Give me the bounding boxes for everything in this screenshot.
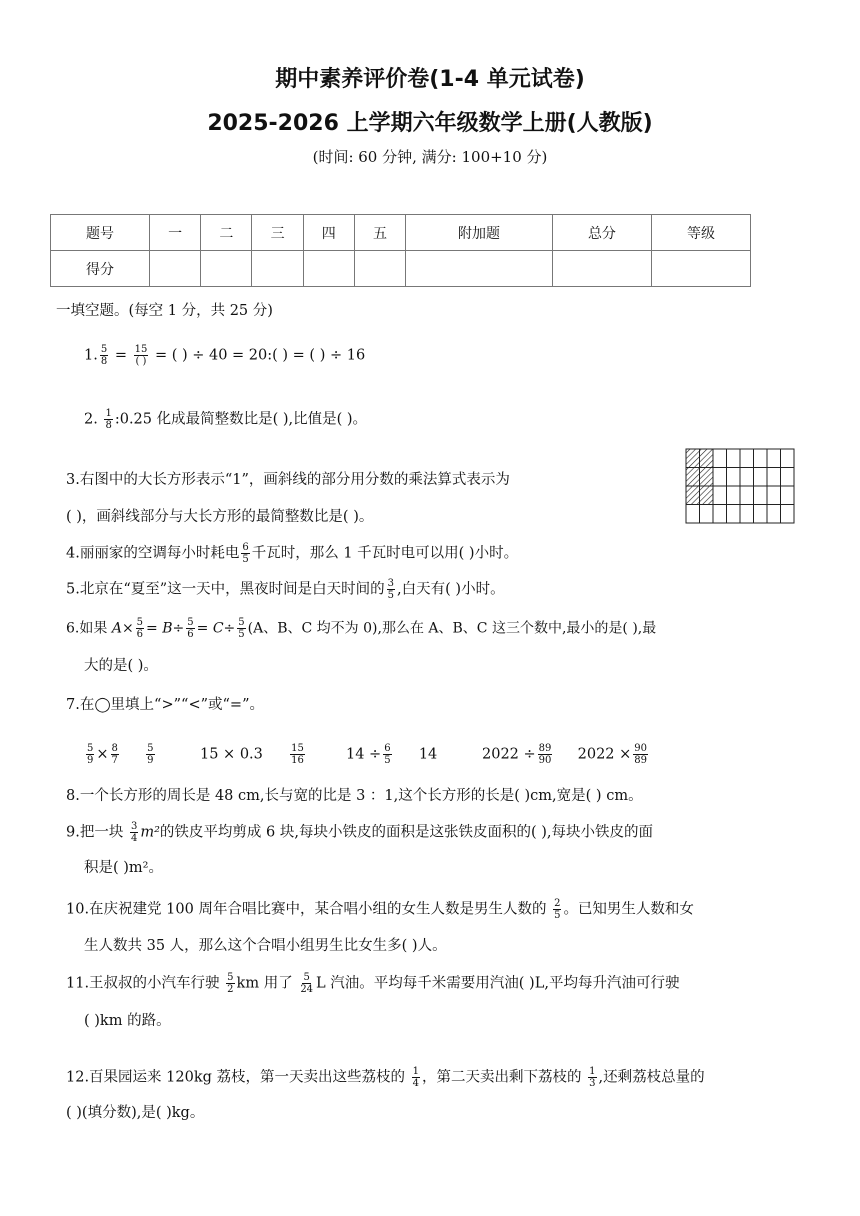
rectangle-grid-figure — [685, 448, 797, 526]
grid-cell — [754, 468, 768, 487]
grid-cell — [767, 486, 781, 505]
grid-cell — [781, 468, 795, 487]
q11-text-pre: 11.王叔叔的小汽车行驶 — [66, 975, 220, 992]
grid-cell — [754, 505, 768, 524]
header-cell: 总分 — [552, 215, 651, 251]
denominator: 4 — [412, 1078, 420, 1089]
q9-unit: m² — [140, 824, 160, 841]
exam-title: 期中素养评价卷(1-4 单元试卷) — [275, 67, 585, 92]
denominator: 7 — [111, 755, 118, 766]
numerator: 1 — [412, 1066, 420, 1077]
numerator: 5 — [303, 972, 310, 983]
hatched-cell — [700, 486, 714, 505]
q10-text-pre: 10.在庆祝建党 100 周年合唱比赛中，某合唱小组的女生人数是男生人数的 — [66, 901, 547, 918]
var-a: A — [111, 620, 122, 637]
question-8: 8.一个长方形的周长是 48 cm,长与宽的比是 3 ：1,这个长方形的长是( )cm,宽是( ) cm。 — [66, 788, 643, 804]
denominator: 6 — [136, 629, 144, 640]
grid-cell — [727, 449, 741, 468]
q7-left-expression: 14 ÷ — [346, 746, 382, 763]
question-6-line-2: 大的是( )。 — [84, 658, 158, 674]
grid-cell — [713, 449, 727, 468]
q7-compare-1 — [84, 743, 157, 766]
question-11-line-2: ( )km 的路。 — [84, 1013, 171, 1029]
header-cell: 一 — [150, 215, 201, 251]
numerator: 5 — [100, 344, 108, 355]
question-12 — [66, 1066, 705, 1089]
q6-text-post: (A、B、C 均不为 0),那么在 A、B、C 这三个数中,最小的是( ),最 — [247, 620, 657, 637]
q7-left-expression: 15 × 0.3 — [200, 746, 263, 763]
grid-cell — [727, 486, 741, 505]
score-table-score-row — [51, 251, 751, 287]
header-cell: 附加题 — [406, 215, 553, 251]
grid-cell — [767, 468, 781, 487]
denominator: 5 — [238, 629, 245, 640]
question-5 — [66, 578, 505, 601]
denominator: 5 — [384, 755, 391, 766]
grid-cell — [767, 449, 781, 468]
numerator: 3 — [387, 578, 395, 589]
score-input-cell[interactable] — [651, 251, 750, 287]
op-equals: = — [196, 620, 209, 637]
numerator: 3 — [130, 821, 138, 832]
header-cell: 二 — [201, 215, 252, 251]
q9-text-pre: 9.把一块 — [66, 824, 124, 841]
denominator: 5 — [387, 590, 395, 601]
q1-fraction-1 — [100, 344, 108, 367]
hatched-cell — [700, 468, 714, 487]
q5-fraction — [387, 578, 395, 601]
question-3-line-2: ( )，画斜线部分与大长方形的最简整数比是( )。 — [66, 509, 374, 525]
denominator: 90 — [538, 755, 552, 766]
hatched-cell — [686, 468, 700, 487]
numerator: 5 — [238, 617, 245, 628]
question-6 — [66, 617, 656, 640]
grid-cell — [727, 468, 741, 487]
q9-text-post: 的铁皮平均剪成 6 块,每块小铁皮的面积是这张铁皮面积的( ),每块小铁皮的面 — [159, 824, 653, 841]
q7-left-expression: 2022 ÷ — [482, 746, 536, 763]
grid-cell — [713, 468, 727, 487]
score-input-cell[interactable] — [303, 251, 354, 287]
q11-text-mid: km 用了 — [236, 975, 293, 992]
q4-text-pre: 4.丽丽家的空调每小时耗电 — [66, 545, 240, 562]
grid-cell — [740, 505, 754, 524]
op-equals: = — [146, 620, 158, 637]
grid-cell — [740, 468, 754, 487]
q6-fraction-1 — [136, 617, 144, 640]
denominator: 9 — [147, 755, 154, 766]
denominator: 8 — [100, 356, 108, 367]
q1-equals: = — [114, 347, 127, 364]
q6-fraction-3 — [237, 617, 245, 640]
q6-text-pre: 6.如果 — [66, 620, 108, 637]
q2-fraction — [104, 408, 112, 431]
denominator: 9 — [87, 755, 94, 766]
denominator: 16 — [291, 755, 304, 766]
numerator: 6 — [242, 542, 249, 553]
var-c: C — [212, 620, 224, 637]
op-times: × — [121, 620, 134, 637]
question-12-line-2: ( )(填分数),是( )kg。 — [66, 1105, 205, 1121]
numerator: 5 — [87, 743, 94, 754]
score-input-cell[interactable] — [201, 251, 252, 287]
question-2 — [84, 408, 367, 431]
grid-cell — [767, 505, 781, 524]
score-row-label: 得分 — [51, 251, 150, 287]
q7-compare-4 — [482, 743, 650, 766]
denominator: 89 — [634, 755, 648, 766]
denominator: 24 — [300, 984, 314, 995]
grid-cell — [727, 505, 741, 524]
grid-cell — [754, 449, 768, 468]
header-cell: 四 — [303, 215, 354, 251]
numerator: 90 — [634, 743, 648, 754]
op-divide: ÷ — [223, 620, 236, 637]
question-10 — [66, 898, 694, 921]
grid-cell — [686, 505, 700, 524]
score-input-cell[interactable] — [150, 251, 201, 287]
grid-cell — [781, 486, 795, 505]
grid-cell — [713, 486, 727, 505]
numerator: 5 — [136, 617, 144, 628]
grid-cell — [740, 449, 754, 468]
q4-text-post: 千瓦时，那么 1 千瓦时电可以用( )小时。 — [251, 545, 519, 562]
q7-compare-2 — [200, 743, 307, 766]
score-input-cell[interactable] — [406, 251, 553, 287]
q1-fraction-2 — [134, 344, 149, 367]
q7-right-expression: 2022 × — [577, 746, 632, 763]
denominator: 5 — [242, 554, 249, 565]
question-7: 7.在◯里填上“>”“<”或“=”。 — [66, 697, 264, 713]
question-3-line-1: 3.右图中的大长方形表示“1”，画斜线的部分用分数的乘法算式表示为 — [66, 472, 510, 488]
exam-time-score: (时间: 60 分钟, 满分: 100+10 分) — [312, 148, 548, 166]
header-cell: 等级 — [651, 215, 750, 251]
q12-text-mid: ，第二天卖出剩下荔枝的 — [422, 1069, 582, 1086]
q1-rest: = ( ) ÷ 40 = 20:( ) = ( ) ÷ 16 — [154, 347, 366, 364]
grid-cell — [713, 505, 727, 524]
q1-number: 1. — [84, 347, 98, 364]
q4-fraction — [241, 542, 249, 565]
q7-right-value: 14 — [418, 746, 438, 763]
question-4 — [66, 542, 518, 565]
question-9-line-2: 积是( )m²。 — [84, 860, 163, 876]
op-divide: ÷ — [172, 620, 185, 637]
header-cell: 五 — [354, 215, 405, 251]
q2-text: :0.25 化成最简整数比是( ),比值是( )。 — [114, 411, 368, 428]
denominator: 2 — [227, 984, 234, 995]
numerator: 1 — [589, 1066, 596, 1077]
hatched-cell — [686, 449, 700, 468]
numerator: 5 — [147, 743, 154, 754]
numerator: 1 — [105, 408, 112, 419]
denominator: 6 — [187, 629, 194, 640]
score-table-header-row — [51, 215, 751, 251]
grid-cell — [700, 505, 714, 524]
numerator: 6 — [384, 743, 391, 754]
q5-text-post: ,白天有( )小时。 — [397, 581, 505, 598]
q5-text-pre: 5.北京在“夏至”这一天中，黑夜时间是白天时间的 — [66, 581, 385, 598]
section-1-heading: 一填空题。(每空 1 分，共 25 分) — [56, 303, 273, 319]
grid-cell — [754, 486, 768, 505]
score-input-cell[interactable] — [552, 251, 651, 287]
var-b: B — [162, 620, 173, 637]
q2-number: 2. — [84, 411, 98, 428]
denominator: 8 — [105, 420, 112, 431]
score-table — [50, 214, 751, 287]
score-input-cell[interactable] — [252, 251, 303, 287]
numerator: 15 — [134, 344, 148, 355]
question-1 — [84, 344, 365, 367]
question-10-line-2: 生人数共 35 人，那么这个合唱小组男生比女生多( )人。 — [84, 938, 447, 954]
header-cell: 题号 — [51, 215, 150, 251]
header-cell: 三 — [252, 215, 303, 251]
question-11 — [66, 972, 679, 995]
q12-text-post: ,还剩荔枝总量的 — [598, 1069, 705, 1086]
numerator: 8 — [111, 743, 118, 754]
denominator: 5 — [554, 910, 561, 921]
hatched-cell — [686, 486, 700, 505]
grid-cell — [781, 505, 795, 524]
hatched-cell — [700, 449, 714, 468]
numerator: 5 — [187, 617, 194, 628]
score-input-cell[interactable] — [354, 251, 405, 287]
q12-text-pre: 12.百果园运来 120kg 荔枝，第一天卖出这些荔枝的 — [66, 1069, 406, 1086]
q7-compare-3 — [346, 743, 437, 766]
grid-cell — [781, 449, 795, 468]
q11-text-post: L 汽油。平均每千米需要用汽油( )L,平均每升汽油可行驶 — [316, 975, 680, 992]
op-times: × — [96, 746, 109, 763]
numerator: 5 — [227, 972, 234, 983]
q6-fraction-2 — [186, 617, 194, 640]
denominator: ( ) — [135, 356, 147, 367]
exam-subtitle-grade: 2025-2026 上学期六年级数学上册(人教版) — [207, 111, 653, 136]
numerator: 15 — [291, 743, 304, 754]
grid-cell — [740, 486, 754, 505]
q10-text-post: 。已知男生人数和女 — [563, 901, 694, 918]
question-9 — [66, 821, 653, 844]
numerator: 2 — [554, 898, 561, 909]
numerator: 89 — [538, 743, 552, 754]
denominator: 3 — [589, 1078, 596, 1089]
denominator: 4 — [130, 833, 138, 844]
